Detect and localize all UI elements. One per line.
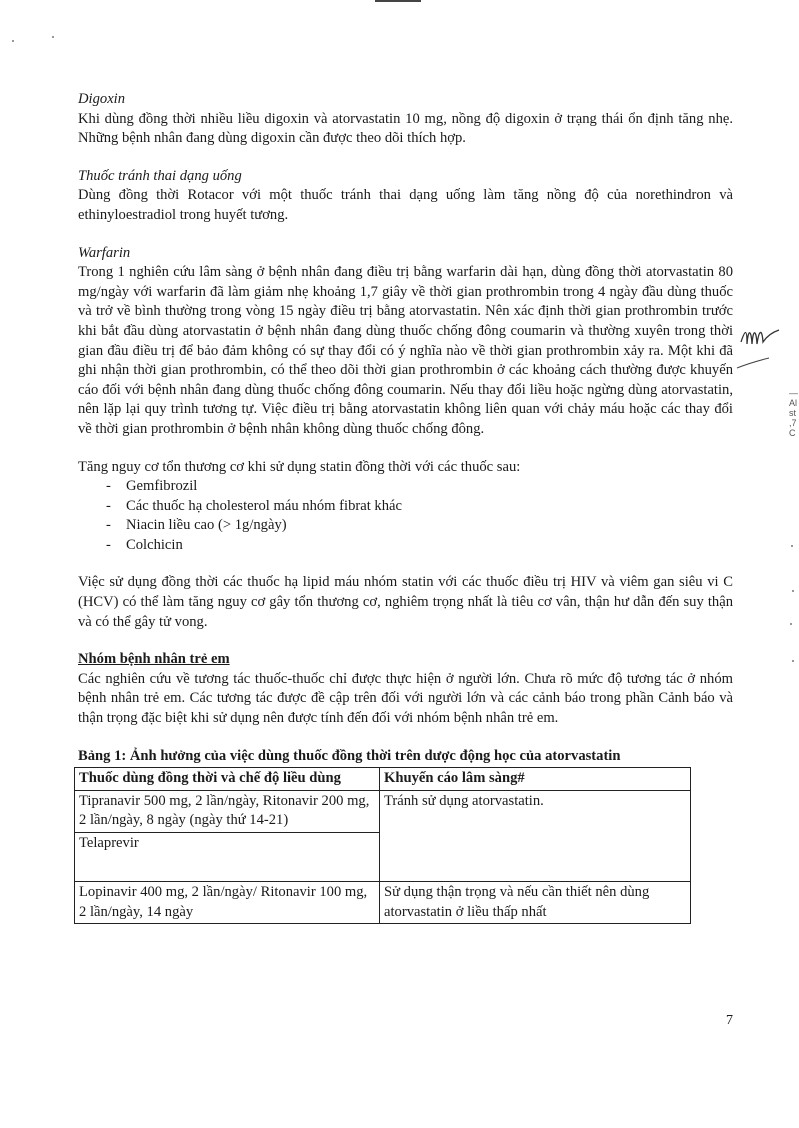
table-row xyxy=(75,882,691,924)
pediatric-body: Các nghiên cứu về tương tác thuốc-thuốc chỉ được thực hiện ở người lớn. Chưa rõ mức độ tương tác ở nhóm bệnh nhân trẻ em. Các tương tác được đề cập trên đối với người lớn và các cảnh báo trong phần Cảnh báo và thận trọng đặc biệt khi sử dụng nên được tính đến đối với nhóm bệnh nhân trẻ em. xyxy=(78,670,733,727)
section-title: Warfarin xyxy=(78,244,131,261)
myopathy-drug-list xyxy=(78,477,733,555)
section-body: Trong 1 nghiên cứu lâm sàng ở bệnh nhân đang điều trị bằng warfarin dài hạn, dùng đồng thời atorvastatin 80 mg/ngày với warfarin đã làm giảm nhẹ khoảng 1,7 giây về thời gian prothrombin trong 4 ngày đầu dùng thuốc và trở về bình thường trong vòng 15 ngày điều trị bằng atorvastatin. Nên xác định thời gian prothrombin trước khi bắt đầu dùng atorvastatin ở bệnh nhân đang dùng thuốc chống đông coumarin và thường xuyên trong thời gian đầu điều trị để bảo đảm không có sự thay đổi có ý nghĩa nào về thời gian prothrombin xảy ra. Một khi đã ghi nhận thời gian prothrombin, có thể theo dõi thời gian prothrombin ở các khoảng cách thường được khuyến cáo đối với bệnh nhân đang dùng thuốc chống đông coumarin. Nếu thay đổi liều hoặc ngừng dùng atorvastatin, nên lặp lại quy trình tương tự. Việc điều trị bằng atorvastatin không liên quan với chảy máu hoặc các thay đổi về thời gian prothrombin ở bệnh nhân không dùng thuốc chống đông. xyxy=(78,264,733,437)
edge-scan-artifact xyxy=(792,590,794,592)
section-title: Digoxin xyxy=(78,91,126,107)
top-scan-line xyxy=(375,0,421,2)
interaction-table xyxy=(74,767,691,924)
edge-scan-artifact xyxy=(12,40,14,42)
cell-drug: Lopinavir 400 mg, 2 lần/ngày/ Ritonavir 100 mg, 2 lần/ngày, 14 ngày xyxy=(75,882,380,924)
cell-drug: Telaprevir xyxy=(75,833,380,882)
section-body: Khi dùng đồng thời nhiều liều digoxin và atorvastatin 10 mg, nồng độ digoxin ở trạng thái ổn định tăng nhẹ. Những bệnh nhân đang dùng digoxin cần được theo dõi thích hợp. xyxy=(78,110,733,147)
table-header-row xyxy=(75,768,691,791)
document-page xyxy=(78,90,733,924)
section-hiv-hcv xyxy=(78,573,733,632)
hiv-paragraph: Việc sử dụng đồng thời các thuốc hạ lipid máu nhóm statin với các thuốc điều trị HIV và viêm gan siêu vi C (HCV) có thể làm tăng nguy cơ gây tổn thương cơ, nghiêm trọng nhất là tiêu cơ vân, thận hư dẫn đến suy thận và có thể gây tử vong. xyxy=(78,574,733,630)
table-caption: Bảng 1: Ảnh hưởng của việc dùng thuốc đồng thời trên dược động học của atorvastatin xyxy=(78,747,621,764)
list-item: - Gemfibrozil xyxy=(106,477,733,497)
myopathy-intro: Tăng nguy cơ tổn thương cơ khi sử dụng statin đồng thời với các thuốc sau: xyxy=(78,458,521,475)
pediatric-heading: Nhóm bệnh nhân trẻ em xyxy=(78,651,230,668)
interaction-table-block xyxy=(78,747,733,925)
page-number: 7 xyxy=(726,1013,733,1028)
edge-scan-artifact xyxy=(791,545,793,547)
list-item: - Niacin liều cao (> 1g/ngày) xyxy=(106,516,733,536)
cell-recommendation: Tránh sử dụng atorvastatin. xyxy=(380,790,691,881)
section-warfarin xyxy=(78,244,733,440)
edge-scan-artifact: — Al st ,7 C xyxy=(789,388,798,438)
edge-scan-artifact xyxy=(792,660,794,662)
header-drug: Thuốc dùng đồng thời và chế độ liều dùng xyxy=(75,768,380,791)
edge-scan-artifact xyxy=(52,36,54,38)
section-myopathy-risk xyxy=(78,458,733,556)
section-pediatric xyxy=(78,650,733,728)
section-digoxin xyxy=(78,90,733,149)
table-row xyxy=(75,790,691,832)
header-recommendation: Khuyến cáo lâm sàng# xyxy=(380,768,691,791)
section-title: Thuốc tránh thai dạng uống xyxy=(78,167,242,184)
edge-scan-artifact xyxy=(790,623,792,625)
signature-mark xyxy=(735,318,781,374)
list-item: - Các thuốc hạ cholesterol máu nhóm fibrat khác xyxy=(106,497,733,517)
cell-recommendation: Sử dụng thận trọng và nếu cần thiết nên dùng atorvastatin ở liều thấp nhất xyxy=(380,882,691,924)
section-body: Dùng đồng thời Rotacor với một thuốc tránh thai dạng uống làm tăng nồng độ của norethindron và ethinyloestradiol trong huyết tương. xyxy=(78,187,733,223)
cell-drug: Tipranavir 500 mg, 2 lần/ngày, Ritonavir 200 mg, 2 lần/ngày, 8 ngày (ngày thứ 14-21) xyxy=(75,790,380,832)
list-item: - Colchicin xyxy=(106,536,733,556)
section-oral-contraceptive xyxy=(78,167,733,226)
